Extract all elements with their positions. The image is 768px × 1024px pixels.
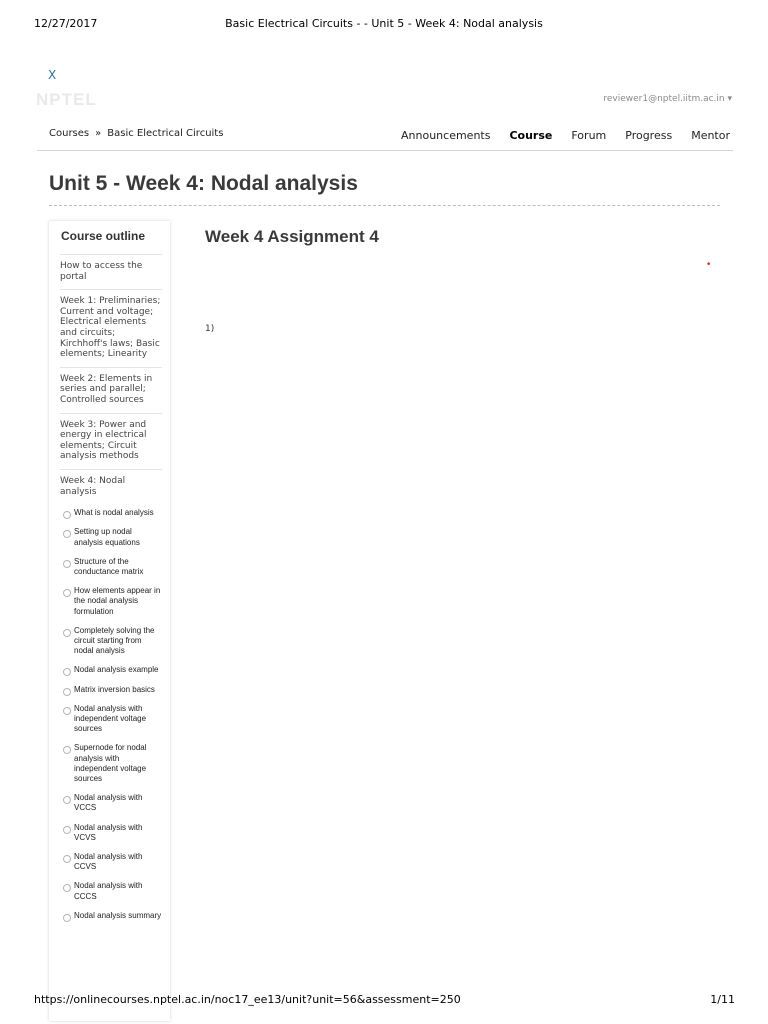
nav-divider bbox=[37, 150, 733, 151]
sidebar-item-week-1[interactable]: Week 1: Preliminaries; Current and voltage; Electrical elements and circuits; Kirchhoff's laws; Basic elements; Linearity bbox=[60, 290, 162, 368]
lesson-label: What is nodal analysis bbox=[74, 508, 154, 518]
user-account-menu[interactable]: reviewer1@nptel.iitm.ac.in ▾ bbox=[603, 94, 732, 104]
lesson-status-icon bbox=[63, 511, 71, 519]
site-logo: NPTEL bbox=[36, 90, 97, 109]
lesson-status-icon bbox=[63, 826, 71, 834]
lesson-label: Nodal analysis with CCVS bbox=[74, 851, 143, 872]
lesson-label: Nodal analysis with CCCS bbox=[74, 881, 143, 901]
print-date: 12/27/2017 bbox=[34, 17, 98, 30]
nav-forum[interactable]: Forum bbox=[571, 129, 607, 142]
lesson-item[interactable] bbox=[60, 823, 162, 843]
page-title: Unit 5 - Week 4: Nodal analysis bbox=[49, 172, 358, 195]
lesson-label: Structure of the conductance matrix bbox=[74, 556, 144, 576]
lesson-status-icon bbox=[63, 796, 71, 804]
breadcrumb-course-link[interactable]: Basic Electrical Circuits bbox=[107, 128, 224, 139]
required-marker: • bbox=[706, 260, 712, 270]
lesson-status-icon bbox=[63, 560, 71, 568]
lesson-item[interactable] bbox=[60, 852, 162, 872]
lesson-label: Completely solving the circuit starting from nodal analysis bbox=[74, 625, 155, 656]
print-page-number: 1/11 bbox=[710, 993, 735, 1006]
lesson-status-icon bbox=[63, 746, 71, 754]
lesson-status-icon bbox=[63, 688, 71, 696]
lesson-item[interactable] bbox=[60, 743, 162, 784]
lesson-label: Supernode for nodal analysis with independent voltage sources bbox=[74, 743, 147, 783]
print-header bbox=[0, 17, 768, 31]
course-outline-sidebar bbox=[49, 221, 170, 1021]
lesson-status-icon bbox=[63, 589, 71, 597]
print-title: Basic Electrical Circuits - - Unit 5 - Week 4: Nodal analysis bbox=[225, 17, 543, 30]
week-4-lessons bbox=[60, 503, 162, 921]
lesson-status-icon bbox=[63, 855, 71, 863]
lesson-status-icon bbox=[63, 884, 71, 892]
lesson-status-icon bbox=[63, 629, 71, 637]
lesson-label: How elements appear in the nodal analysis formulation bbox=[74, 586, 161, 616]
lesson-label: Nodal analysis with VCVS bbox=[74, 822, 143, 842]
nav-mentor[interactable]: Mentor bbox=[691, 129, 730, 142]
sidebar-item-week-3[interactable]: Week 3: Power and energy in electrical elements; Circuit analysis methods bbox=[60, 414, 162, 470]
breadcrumb-separator: » bbox=[95, 128, 102, 139]
sidebar-item-week-4[interactable]: Week 4: Nodal analysis bbox=[60, 475, 126, 497]
lesson-item[interactable] bbox=[60, 508, 162, 518]
nav-progress[interactable]: Progress bbox=[625, 129, 673, 142]
lesson-item[interactable] bbox=[60, 557, 162, 577]
breadcrumb-courses-link[interactable]: Courses bbox=[49, 128, 90, 139]
title-divider bbox=[49, 205, 720, 206]
lesson-item[interactable] bbox=[60, 704, 162, 735]
breadcrumb bbox=[49, 128, 223, 139]
lesson-label: Nodal analysis summary bbox=[74, 910, 162, 920]
close-icon[interactable]: X bbox=[48, 68, 57, 82]
lesson-label: Nodal analysis with VCCS bbox=[74, 793, 143, 813]
lesson-label: Nodal analysis with independent voltage sources bbox=[74, 703, 147, 734]
lesson-item[interactable] bbox=[60, 586, 162, 617]
lesson-label: Setting up nodal analysis equations bbox=[74, 527, 140, 547]
lesson-status-icon bbox=[63, 914, 71, 922]
print-url: https://onlinecourses.nptel.ac.in/noc17_ee13/unit?unit=56&assessment=250 bbox=[34, 993, 461, 1006]
lesson-item[interactable] bbox=[60, 626, 162, 657]
lesson-item[interactable] bbox=[60, 685, 162, 695]
course-nav bbox=[401, 129, 730, 142]
sidebar-item-week-2[interactable]: Week 2: Elements in series and parallel; Controlled sources bbox=[60, 368, 162, 414]
assignment-title: Week 4 Assignment 4 bbox=[205, 227, 379, 246]
lesson-status-icon bbox=[63, 530, 71, 538]
lesson-item[interactable] bbox=[60, 911, 162, 921]
course-outline-title: Course outline bbox=[60, 221, 162, 255]
nav-announcements[interactable]: Announcements bbox=[401, 129, 491, 142]
lesson-item[interactable] bbox=[60, 881, 162, 901]
lesson-status-icon bbox=[63, 707, 71, 715]
lesson-item[interactable] bbox=[60, 665, 162, 675]
question-number: 1) bbox=[205, 324, 215, 334]
lesson-item[interactable] bbox=[60, 793, 162, 813]
sidebar-item-portal[interactable]: How to access the portal bbox=[60, 255, 162, 290]
lesson-item[interactable] bbox=[60, 527, 162, 547]
lesson-status-icon bbox=[63, 668, 71, 676]
lesson-label: Matrix inversion basics bbox=[74, 684, 155, 694]
lesson-label: Nodal analysis example bbox=[74, 665, 159, 675]
nav-course[interactable]: Course bbox=[509, 129, 553, 142]
